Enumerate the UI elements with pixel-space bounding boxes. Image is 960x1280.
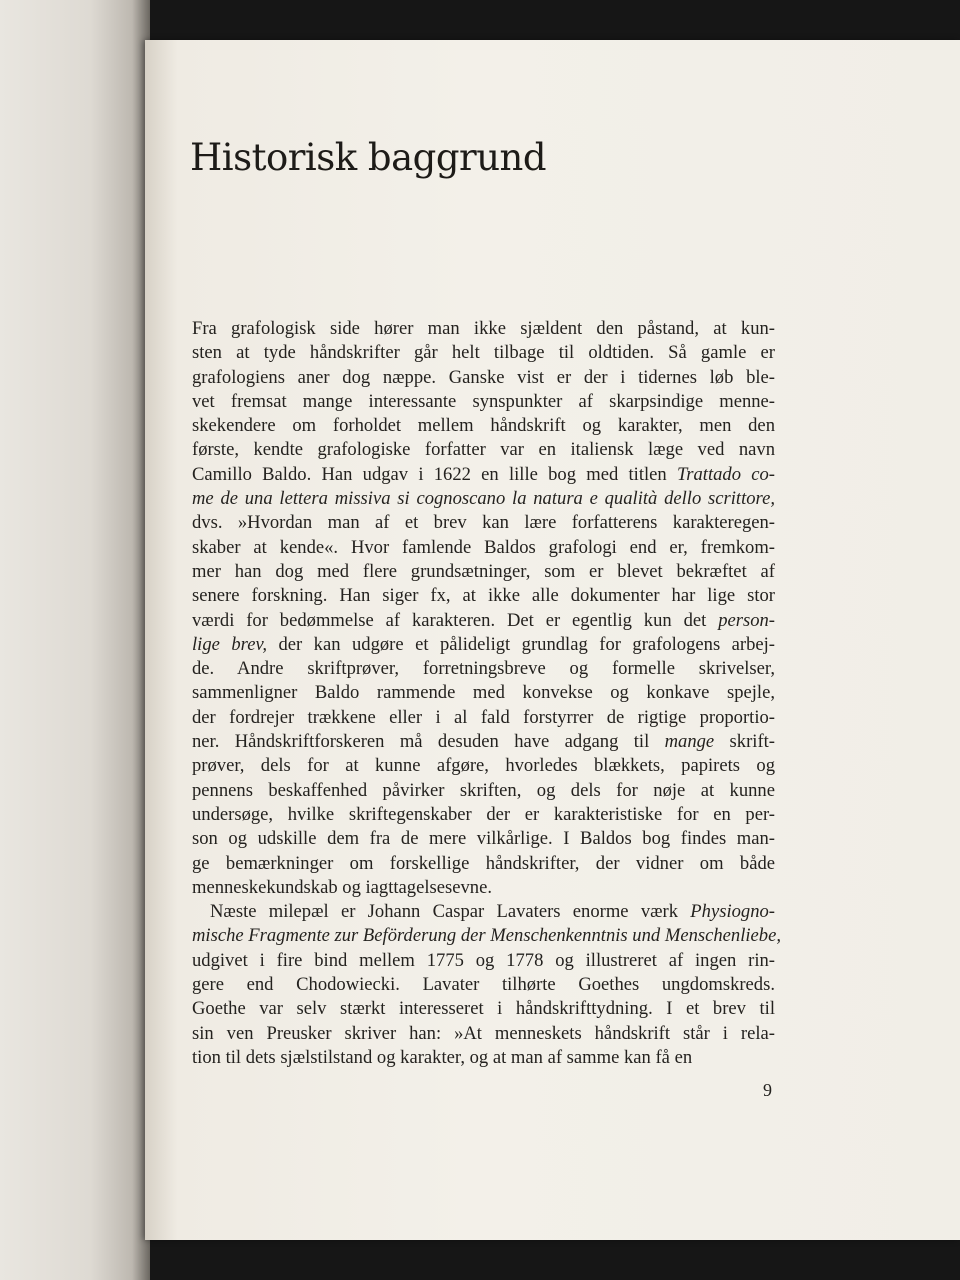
text-run: tion til dets sjælstilstand og karakter, og at man af samme kan få en bbox=[192, 1046, 693, 1068]
text-run: gere end Chodowiecki. Lavater tilhørte Goethes ungdomskreds. bbox=[192, 974, 775, 996]
chapter-title: Historisk baggrund bbox=[190, 136, 547, 179]
text-run: menneskekundskab og iagttagelsesevne. bbox=[192, 876, 492, 898]
text-run: prøver, dels for at kunne afgøre, hvorledes blækkets, papirets og bbox=[192, 755, 775, 777]
text-line bbox=[192, 706, 775, 730]
text-run: der kan udgøre et pålideligt grundlag for grafologens arbej- bbox=[266, 633, 775, 655]
text-run: værdi for bedømmelse af karakteren. Det er egentlig kun det bbox=[192, 609, 719, 631]
text-line bbox=[192, 730, 775, 754]
text-line bbox=[192, 973, 775, 997]
text-run: vet fremsat mange interessante synspunkter af skarpsindige menne- bbox=[192, 390, 775, 412]
italic-text: lige brev, bbox=[192, 633, 267, 655]
text-run: pennens beskaffenhed påvirker skriften, og dels for nøje at kunne bbox=[192, 779, 775, 801]
text-run: sin ven Preusker skriver han: »At menneskets håndskrift står i rela- bbox=[192, 1022, 775, 1044]
italic-text: person- bbox=[718, 609, 775, 631]
text-line bbox=[192, 754, 775, 778]
text-line bbox=[192, 949, 775, 973]
text-line bbox=[192, 876, 775, 900]
text-line bbox=[192, 803, 775, 827]
text-line bbox=[192, 487, 775, 511]
text-line bbox=[192, 681, 775, 705]
text-run: skrift- bbox=[714, 731, 775, 753]
text-line bbox=[192, 657, 775, 681]
italic-text: Physiogno- bbox=[690, 901, 775, 923]
text-run: Næste milepæl er Johann Caspar Lavaters enorme værk bbox=[210, 901, 691, 923]
text-run: senere forskning. Han siger fx, at ikke alle dokumenter har lige stor bbox=[192, 585, 775, 607]
text-run: Goethe var selv stærkt interesseret i håndskrifttydning. I et brev til bbox=[192, 998, 775, 1020]
page-number: 9 bbox=[763, 1080, 772, 1100]
italic-text: me de una lettera missiva si cognoscano la natura e qualità dello scrittore, bbox=[192, 488, 775, 510]
text-run: ner. Håndskriftforskeren må desuden have adgang til bbox=[192, 731, 665, 753]
text-line bbox=[192, 438, 775, 462]
text-line bbox=[192, 924, 781, 948]
text-run: dvs. »Hvordan man af et brev kan lære forfatterens karakteregen- bbox=[192, 512, 775, 534]
text-run: første, kendte grafologiske forfatter var en italiensk læge ved navn bbox=[192, 439, 775, 461]
text-line bbox=[192, 366, 775, 390]
text-line bbox=[192, 560, 775, 584]
book-page bbox=[145, 40, 960, 1240]
text-line bbox=[192, 1046, 775, 1070]
text-line bbox=[192, 633, 775, 657]
text-run: skekendere om forholdet mellem håndskrift og karakter, men den bbox=[192, 415, 775, 437]
text-line bbox=[192, 317, 775, 341]
text-run: skaber at kende«. Hvor famlende Baldos grafologi end er, fremkom- bbox=[192, 536, 775, 558]
text-line bbox=[192, 511, 775, 535]
text-line bbox=[192, 779, 775, 803]
text-line bbox=[192, 997, 775, 1021]
text-line bbox=[192, 463, 775, 487]
text-run: udgivet i fire bind mellem 1775 og 1778 og illustreret af ingen rin- bbox=[192, 949, 775, 971]
text-run: undersøge, hvilke skriftegenskaber der er karakteristiske for en per- bbox=[192, 803, 775, 825]
italic-text: Trattado co- bbox=[676, 463, 775, 485]
text-run: mer han dog med flere grundsætninger, som er blevet bekræftet af bbox=[192, 560, 775, 582]
text-run: sammenligner Baldo rammende med konvekse og konkave spejle, bbox=[192, 682, 775, 704]
text-line bbox=[192, 584, 775, 608]
text-line bbox=[192, 609, 775, 633]
text-line bbox=[192, 900, 775, 924]
text-run: der fordrejer trækkene eller i al fald forstyrrer de rigtige proportio- bbox=[192, 706, 775, 728]
text-line bbox=[192, 414, 775, 438]
text-run: son og udskille dem fra de mere vilkårlige. I Baldos bog findes man- bbox=[192, 828, 775, 850]
text-run: de. Andre skriftprøver, forretningsbreve og formelle skrivelser, bbox=[192, 658, 775, 680]
text-run: grafologiens aner dog næppe. Ganske vist er der i tidernes løb ble- bbox=[192, 366, 775, 388]
text-line bbox=[192, 341, 775, 365]
italic-text: mische Fragmente zur Beförderung der Menschenkenntnis und Menschenliebe, bbox=[192, 925, 781, 947]
left-page-edge bbox=[0, 0, 150, 1280]
text-line bbox=[192, 1022, 775, 1046]
text-run: ge bemærkninger om forskellige håndskrifter, der vidner om både bbox=[192, 852, 775, 874]
text-line bbox=[192, 852, 775, 876]
text-line bbox=[192, 390, 775, 414]
text-run: Camillo Baldo. Han udgav i 1622 en lille bog med titlen bbox=[192, 463, 677, 485]
text-run: sten at tyde håndskrifter går helt tilbage til oldtiden. Så gamle er bbox=[192, 342, 775, 364]
text-line bbox=[192, 536, 775, 560]
body-text bbox=[192, 317, 781, 1070]
paragraph bbox=[192, 317, 775, 900]
italic-text: mange bbox=[664, 731, 715, 753]
text-line bbox=[192, 827, 775, 851]
text-run: Fra grafologisk side hører man ikke sjældent den påstand, at kun- bbox=[192, 318, 775, 339]
paragraph bbox=[192, 900, 781, 1070]
